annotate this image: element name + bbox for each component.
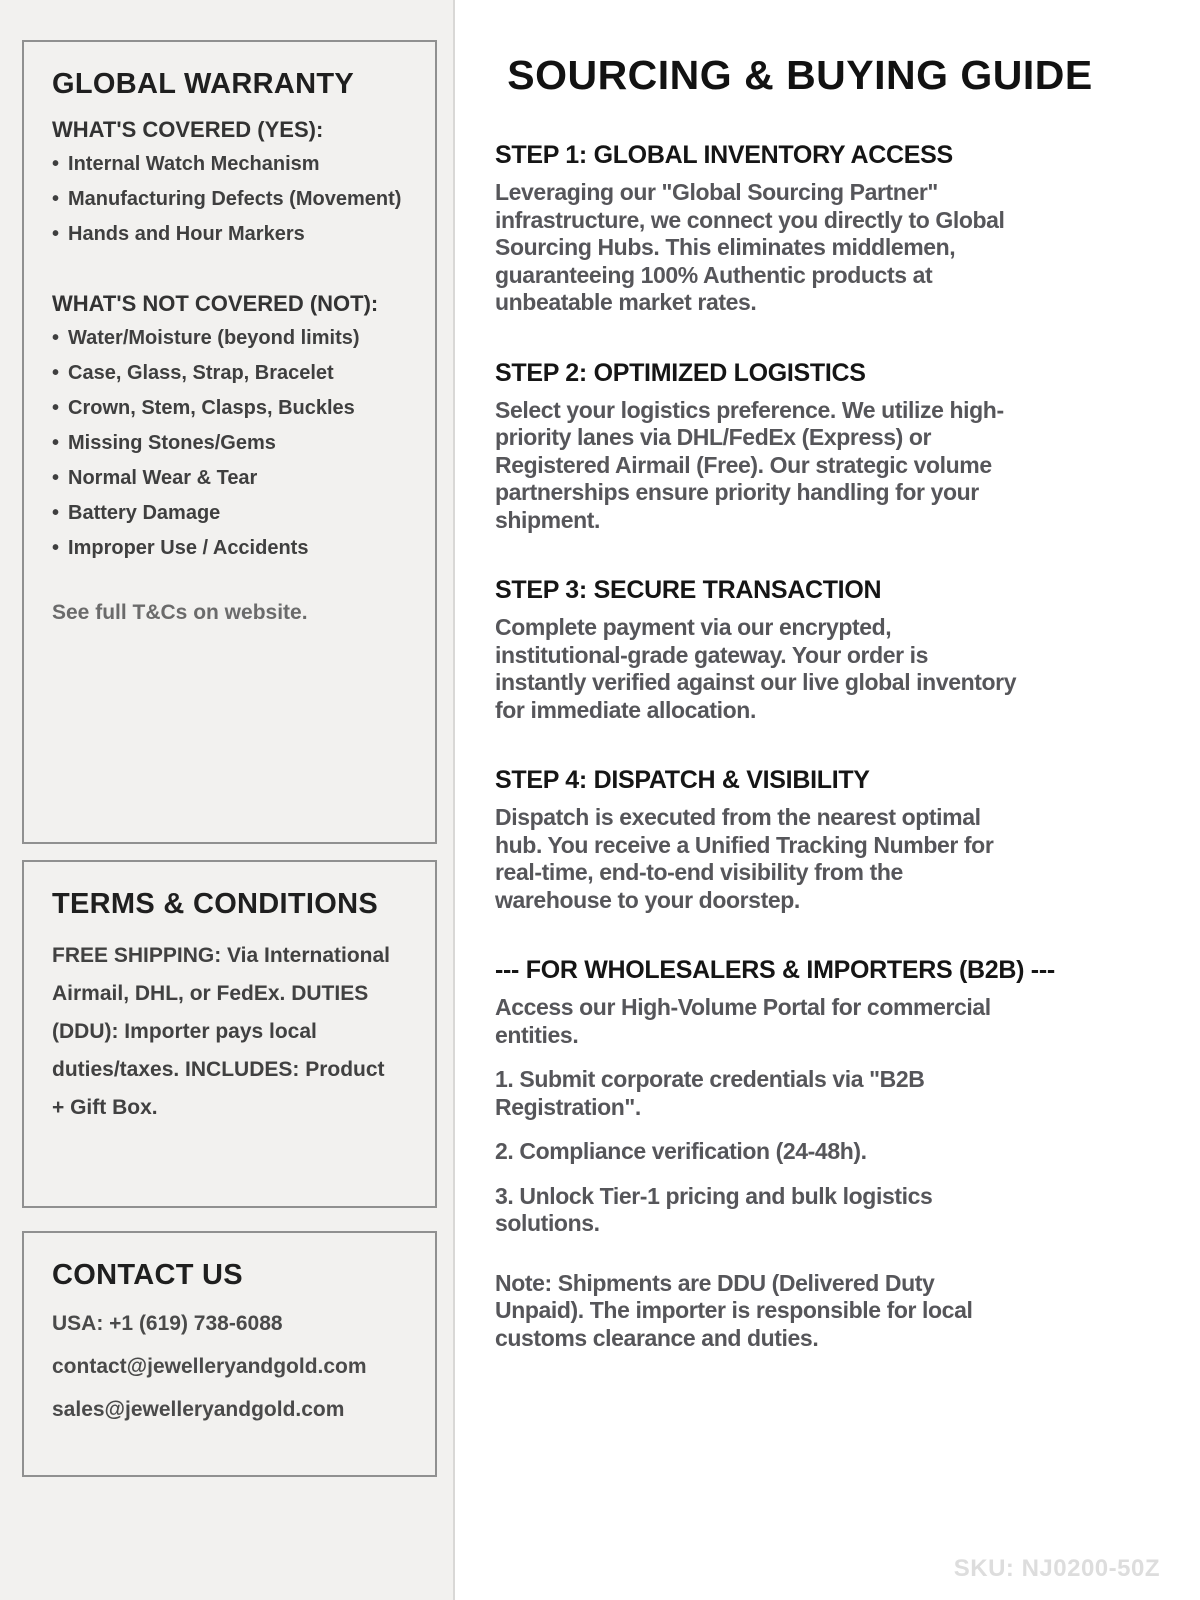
sidebar: [0, 0, 455, 1600]
b2b-intro: Access our High-Volume Portal for commercial entities.: [495, 994, 991, 1048]
not-covered-item: Crown, Stem, Clasps, Buckles: [68, 397, 355, 419]
not-covered-item: Water/Moisture (beyond limits): [68, 327, 360, 349]
step-2-heading: STEP 2: OPTIMIZED LOGISTICS: [495, 358, 866, 387]
covered-item: Manufacturing Defects (Movement): [68, 188, 402, 210]
list-item: [52, 432, 407, 454]
covered-heading: WHAT'S COVERED (YES):: [52, 117, 324, 142]
contact-us-box: [22, 1231, 437, 1477]
not-covered-list: [52, 327, 407, 559]
warranty-footnote: See full T&Cs on website.: [52, 601, 308, 624]
not-covered-item: Missing Stones/Gems: [68, 432, 276, 454]
b2b-note: Note: Shipments are DDU (Delivered Duty Unpaid). The importer is responsible for local customs clearance and duties.: [495, 1269, 973, 1351]
list-item: [52, 188, 407, 210]
contact-title: CONTACT US: [52, 1259, 243, 1291]
contact-phone: USA: +1 (619) 738-6088: [52, 1312, 283, 1335]
global-warranty-box: [22, 40, 437, 844]
list-item: [52, 362, 407, 384]
step-3-heading: STEP 3: SECURE TRANSACTION: [495, 576, 882, 604]
list-item: [52, 397, 407, 419]
bullet-icon: •: [52, 327, 60, 349]
bullet-icon: •: [52, 537, 60, 559]
b2b-item: 3. Unlock Tier-1 pricing and bulk logistics solutions.: [495, 1182, 933, 1236]
terms-conditions-box: [22, 860, 437, 1208]
not-covered-item: Improper Use / Accidents: [68, 537, 309, 559]
sourcing-guide-panel: [457, 0, 1200, 1600]
bullet-icon: •: [52, 397, 60, 419]
warranty-title: GLOBAL WARRANTY: [52, 68, 355, 100]
bullet-icon: •: [52, 223, 60, 245]
b2b-section: [495, 956, 1105, 1352]
list-item: [52, 467, 407, 489]
page-title: SOURCING & BUYING GUIDE: [507, 52, 1093, 98]
step-1-section: [495, 141, 1105, 317]
covered-list: [52, 153, 407, 245]
bullet-icon: •: [52, 502, 60, 524]
covered-item: Hands and Hour Markers: [68, 223, 305, 245]
bullet-icon: •: [52, 467, 60, 489]
terms-title: TERMS & CONDITIONS: [52, 888, 379, 920]
bullet-icon: •: [52, 432, 60, 454]
b2b-heading: --- FOR WHOLESALERS & IMPORTERS (B2B) ---: [495, 956, 1055, 984]
b2b-item: 1. Submit corporate credentials via "B2B Registration".: [495, 1066, 925, 1120]
list-item: [52, 153, 407, 175]
step-1-heading: STEP 1: GLOBAL INVENTORY ACCESS: [495, 141, 953, 169]
bullet-icon: •: [52, 153, 60, 175]
bullet-icon: •: [52, 188, 60, 210]
step-3-section: [495, 576, 1105, 724]
sku-label: SKU: NJ0200-50Z: [953, 1555, 1160, 1582]
step-4-body: Dispatch is executed from the nearest optimal hub. You receive a Unified Tracking Number for real-time, end-to-end visibility from the warehouse to your doorstep.: [495, 804, 994, 913]
list-item: [52, 537, 407, 559]
list-item: [52, 502, 407, 524]
covered-item: Internal Watch Mechanism: [68, 153, 320, 175]
not-covered-heading: WHAT'S NOT COVERED (NOT):: [52, 291, 379, 316]
terms-body: FREE SHIPPING: Via International Airmail, DHL, or FedEx. DUTIES (DDU): Importer pays local duties/taxes. INCLUDES: Product + Gift Box.: [52, 944, 391, 1119]
sales-email: sales@jewelleryandgold.com: [52, 1398, 345, 1421]
not-covered-item: Battery Damage: [68, 502, 221, 524]
not-covered-item: Normal Wear & Tear: [68, 467, 258, 489]
step-4-heading: STEP 4: DISPATCH & VISIBILITY: [495, 766, 870, 794]
step-2-section: [495, 359, 1105, 535]
step-4-section: [495, 766, 1105, 914]
b2b-item: 2. Compliance verification (24-48h).: [495, 1138, 867, 1164]
bullet-icon: •: [52, 362, 60, 384]
step-2-body: Select your logistics preference. We utilize high-priority lanes via DHL/FedEx (Express) or Registered Airmail (Free). Our strategic volume partnerships ensure priority handling for your shipment.: [495, 396, 1004, 533]
contact-email: contact@jewelleryandgold.com: [52, 1355, 367, 1378]
step-3-body: Complete payment via our encrypted, institutional-grade gateway. Your order is instantly verified against our live global inventory for immediate allocation.: [495, 614, 1017, 723]
list-item: [52, 223, 407, 245]
step-1-body: Leveraging our "Global Sourcing Partner" infrastructure, we connect you directly to Global Sourcing Hubs. This eliminates middlemen, guaranteeing 100% Authentic products at unbeatable market rates.: [495, 179, 1005, 315]
list-item: [52, 327, 407, 349]
not-covered-item: Case, Glass, Strap, Bracelet: [68, 362, 334, 384]
